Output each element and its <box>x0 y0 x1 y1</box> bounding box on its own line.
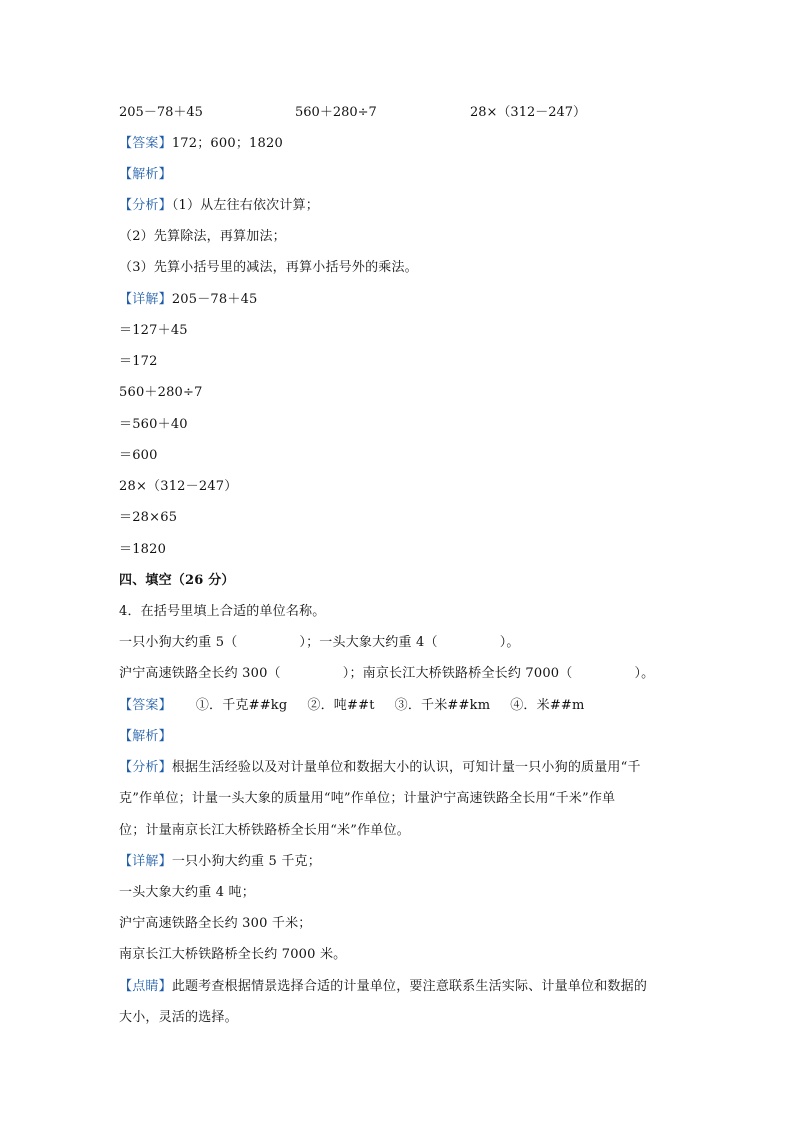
q1-part-c: ）。 <box>499 635 520 650</box>
answer-item-2: ②．吨##t <box>307 698 375 713</box>
xiangjie-4-line-1 <box>119 853 321 871</box>
jiexi-heading-3 <box>119 166 172 184</box>
q1-part-a: 一只小狗大约重 5（ <box>119 635 238 650</box>
step-1: ＝127＋45 <box>119 323 188 338</box>
jiexi-tag-4: 【解析】 <box>119 729 172 744</box>
q2-part-c: ）。 <box>634 666 655 681</box>
jiexi-heading-4 <box>119 728 172 746</box>
fenxi-line-1 <box>119 197 319 215</box>
fenxi-text-1: （1）从左往右依次计算； <box>171 198 319 213</box>
answer-line-4 <box>119 697 605 715</box>
step-6: 28×（312－247） <box>119 479 238 494</box>
fenxi-4-text-1: 根据生活经验以及对计量单位和数据大小的认识，可知计量一只小狗的质量用“千 <box>171 760 641 775</box>
answer-tag-4: 【答案】 <box>119 698 172 713</box>
answer-text: 172；600；1820 <box>171 136 283 151</box>
xiangjie-tag: 【详解】 <box>119 292 172 307</box>
fenxi-4-line-2: 克”作单位；计量一头大象的质量用“吨”作单位；计量沪宁高速铁路全长用“千米”作单 <box>119 791 616 806</box>
dianjing-line-1 <box>119 978 647 996</box>
question-line-1 <box>119 634 520 652</box>
xiangjie-4-line-2: 一头大象大约重 4 吨； <box>119 885 255 900</box>
fenxi-line-3: （3）先算小括号里的减法，再算小括号外的乘法。 <box>119 260 418 275</box>
fenxi-tag-4: 【分析】 <box>119 760 172 775</box>
question-line-2 <box>119 665 654 683</box>
xiangjie-4-line-4: 南京长江大桥铁路桥全长约 7000 米。 <box>119 947 347 962</box>
step-7: ＝28×65 <box>119 510 178 525</box>
expression-3: 28×（312－247） <box>470 105 587 120</box>
answer-tag: 【答案】 <box>119 136 172 151</box>
answer-item-4: ④．米##m <box>510 698 585 713</box>
dianjing-line-2: 大小，灵活的选择。 <box>119 1010 238 1025</box>
xiangjie-4-text-1: 一只小狗大约重 5 千克； <box>171 854 321 869</box>
answer-line-3 <box>119 135 283 153</box>
answer-item-1: ①．千克##kg <box>195 698 288 713</box>
step-3: 560＋280÷7 <box>119 385 203 400</box>
fenxi-tag: 【分析】 <box>119 198 172 213</box>
expression-1: 205－78＋45 <box>119 105 203 120</box>
q2-part-a: 沪宁高速铁路全长约 300（ <box>119 666 281 681</box>
dianjing-tag: 【点睛】 <box>119 979 172 994</box>
jiexi-tag: 【解析】 <box>119 167 172 182</box>
step-2: ＝172 <box>119 354 158 369</box>
fenxi-4-line-1 <box>119 759 641 777</box>
answer-list <box>196 697 605 715</box>
xiangjie-tag-4: 【详解】 <box>119 854 172 869</box>
fenxi-4-line-3: 位；计量南京长江大桥铁路桥全长用“米”作单位。 <box>119 823 410 838</box>
fenxi-line-2: （2）先算除法，再算加法； <box>119 229 286 244</box>
step-0: 205－78＋45 <box>171 292 258 307</box>
q1-part-b: ）；一头大象大约重 4（ <box>299 635 438 650</box>
section-heading: 四、填空（26 分） <box>119 573 235 588</box>
question-4: 4．在括号里填上合适的单位名称。 <box>119 604 326 619</box>
q2-part-b: ）；南京长江大桥铁路桥全长约 7000（ <box>342 666 573 681</box>
step-5: ＝600 <box>119 448 158 463</box>
step-4: ＝560＋40 <box>119 417 188 432</box>
step-8: ＝1820 <box>119 542 167 557</box>
xiangjie-line-3 <box>119 291 258 309</box>
expression-2: 560＋280÷7 <box>295 105 377 120</box>
answer-item-3: ③．千米##km <box>394 698 491 713</box>
dianjing-text-1: 此题考查根据情景选择合适的计量单位，要注意联系生活实际、计量单位和数据的 <box>171 979 648 994</box>
xiangjie-4-line-3: 沪宁高速铁路全长约 300 千米； <box>119 916 312 931</box>
